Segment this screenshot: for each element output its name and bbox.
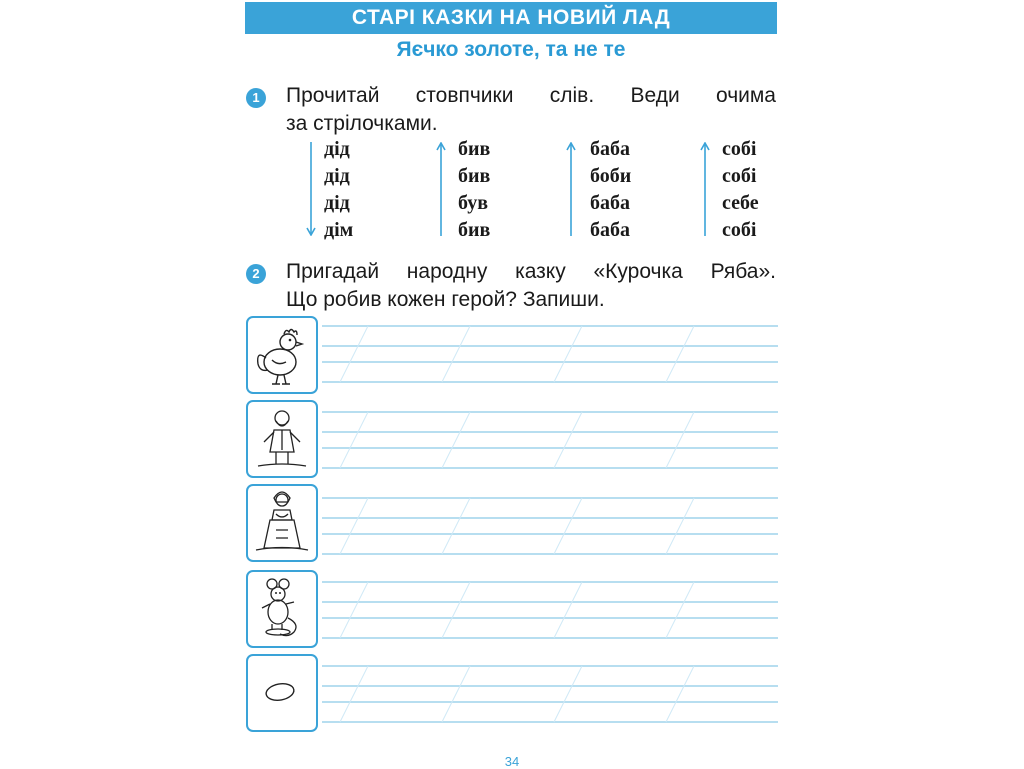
task-2-word: Пригадай bbox=[286, 260, 380, 283]
task-1-line-2: за стрілочками. bbox=[286, 112, 438, 135]
column-word: дід bbox=[324, 165, 350, 187]
task-1-number: 1 bbox=[246, 88, 266, 108]
hen-picture-box bbox=[246, 316, 318, 394]
column-word: бив bbox=[458, 165, 491, 187]
column-word: боби bbox=[590, 165, 632, 187]
column-word: був bbox=[458, 192, 489, 214]
column-word: себе bbox=[722, 192, 759, 214]
grandfather-icon bbox=[248, 402, 316, 476]
task-1-word: стовпчики bbox=[415, 84, 514, 107]
column-word: дім bbox=[324, 219, 354, 241]
mouse-picture-box bbox=[246, 570, 318, 648]
task-1-word: Веди bbox=[630, 84, 680, 107]
column-word: бив bbox=[458, 219, 491, 241]
section-banner: СТАРІ КАЗКИ НА НОВИЙ ЛАД bbox=[245, 2, 777, 34]
task-1-line-1 bbox=[286, 82, 776, 110]
grandmother-icon bbox=[248, 486, 316, 560]
task-1-word: Прочитай bbox=[286, 84, 380, 107]
task-1-text bbox=[286, 82, 776, 138]
column-word: баба bbox=[590, 138, 630, 160]
column-word: собі bbox=[722, 165, 757, 187]
task-2-text bbox=[286, 258, 776, 314]
task-2-number: 2 bbox=[246, 264, 266, 284]
arrow-up-icon bbox=[436, 142, 446, 236]
writing-lines[interactable] bbox=[322, 488, 778, 566]
task-2-word: «Курочка bbox=[593, 260, 683, 283]
arrow-down-icon bbox=[306, 142, 316, 236]
column-word: собі bbox=[722, 138, 757, 160]
task-2-word: казку bbox=[515, 260, 566, 283]
writing-lines[interactable] bbox=[322, 572, 778, 650]
task-2-word: Ряба». bbox=[710, 260, 776, 283]
column-word: бив bbox=[458, 138, 491, 160]
egg-icon bbox=[248, 656, 316, 730]
task-1-word: слів. bbox=[549, 84, 595, 107]
column-word: дід bbox=[324, 192, 350, 214]
grandfather-picture-box bbox=[246, 400, 318, 478]
column-word: баба bbox=[590, 192, 630, 214]
egg-picture-box bbox=[246, 654, 318, 732]
writing-lines[interactable] bbox=[322, 656, 778, 734]
page-title: Яєчко золоте, та не те bbox=[396, 38, 626, 61]
column-word: баба bbox=[590, 219, 630, 241]
task-1-word: очима bbox=[715, 84, 776, 107]
task-2-line-1 bbox=[286, 258, 776, 286]
column-word: дід bbox=[324, 138, 350, 160]
hen-icon bbox=[248, 318, 316, 392]
grandmother-picture-box bbox=[246, 484, 318, 562]
writing-lines[interactable] bbox=[322, 402, 778, 480]
mouse-icon bbox=[248, 572, 316, 646]
arrow-up-icon bbox=[700, 142, 710, 236]
task-2-line-2: Що робив кожен герой? Запиши. bbox=[286, 288, 605, 311]
page-number: 34 bbox=[504, 754, 520, 769]
task-2-word: народну bbox=[406, 260, 488, 283]
column-word: собі bbox=[722, 219, 757, 241]
writing-lines[interactable] bbox=[322, 316, 778, 394]
arrow-up-icon bbox=[566, 142, 576, 236]
